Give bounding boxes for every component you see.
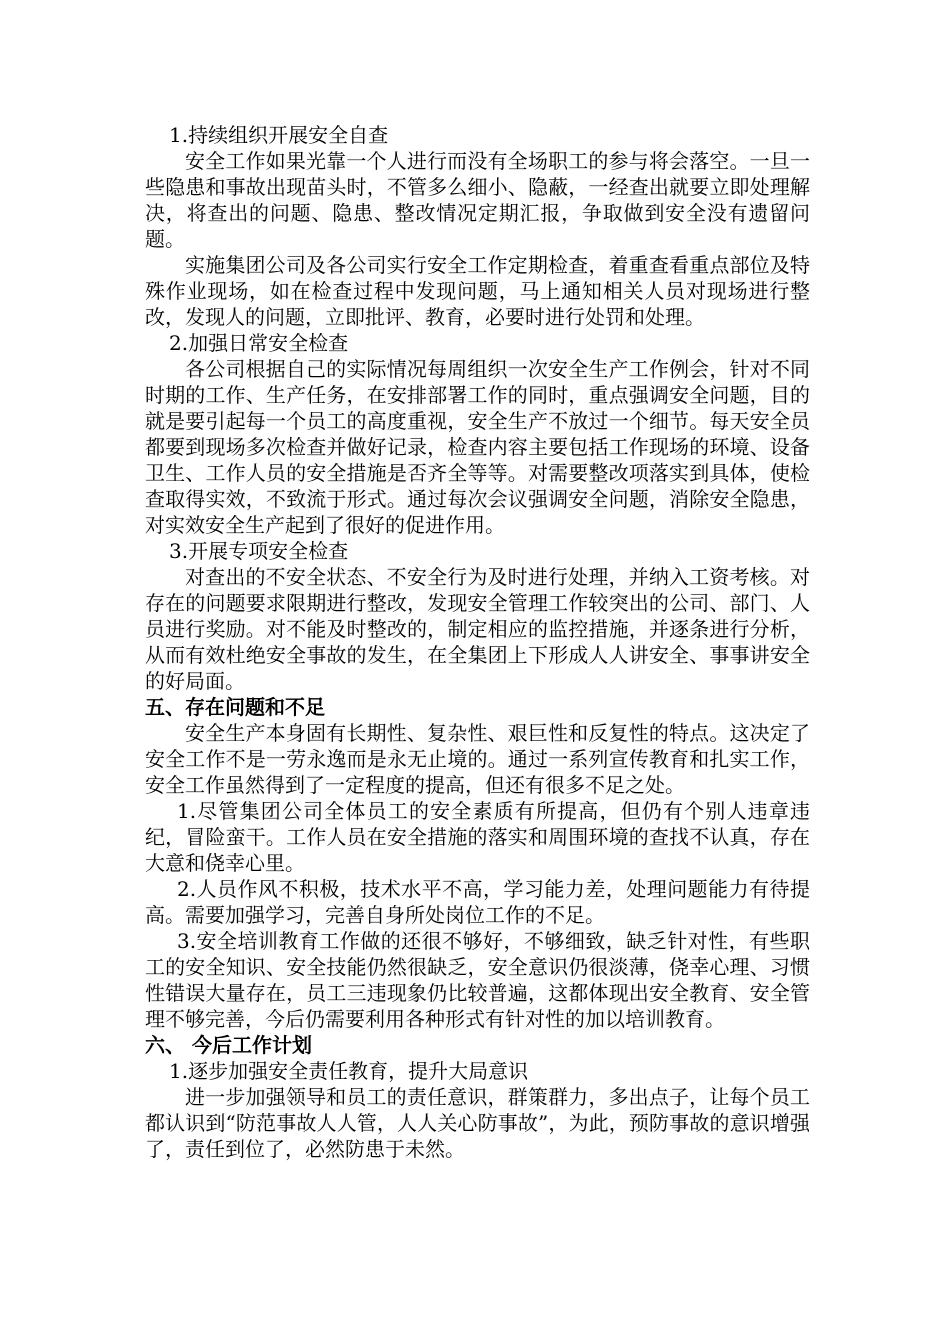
paragraph: 安全生产本身固有长期性、复杂性、艰巨性和反复性的特点。这决定了安全工作不是一劳永逸而是永无止境的。通过一系列宣传教育和扎实工作，安全工作虽然得到了一定程度的提高，但还有很多不足之处。 <box>145 721 810 797</box>
section-heading-plan: 六、 今后工作计划 <box>145 1033 312 1057</box>
subhead-self-inspection: 1.持续组织开展安全自查 <box>169 123 389 147</box>
paragraph: 安全工作如果光靠一个人进行而没有全场职工的参与将会落空。一旦一些隐患和事故出现苗头时，不管多么细小、隐蔽，一经查出就要立即处理解决，将查出的问题、隐患、整改情况定期汇报，争取做到安全没有遗留问题。 <box>145 149 810 251</box>
subhead-responsibility-education: 1.逐步加强安全责任教育，提升大局意识 <box>169 1059 529 1083</box>
section-heading-problems: 五、存在问题和不足 <box>145 695 325 719</box>
subhead-daily-inspection: 2.加强日常安全检查 <box>169 331 349 355</box>
subhead-special-inspection: 3.开展专项安全检查 <box>169 539 349 563</box>
document-page <box>145 122 810 1162</box>
list-paragraph: 2.人员作风不积极，技术水平不高，学习能力差，处理问题能力有待提高。需要加强学习，完善自身所处岗位工作的不足。 <box>145 877 810 927</box>
list-paragraph: 1.尽管集团公司全体员工的安全素质有所提高，但仍有个别人违章违纪，冒险蛮干。工作人员在安全措施的落实和周围环境的查找不认真，存在大意和侥幸心里。 <box>145 799 810 875</box>
paragraph: 各公司根据自己的实际情况每周组织一次安全生产工作例会，针对不同时期的工作、生产任务，在安排部署工作的同时，重点强调安全问题，目的就是要引起每一个员工的高度重视，安全生产不放过一个细节。每天安全员都要到现场多次检查并做好记录，检查内容主要包括工作现场的环境、设备卫生、工作人员的安全措施是否齐全等等。对需要整改项落实到具体，使检查取得实效，不致流于形式。通过每次会议强调安全问题，消除安全隐患，对实效安全生产起到了很好的促进作用。 <box>145 357 810 537</box>
paragraph: 进一步加强领导和员工的责任意识，群策群力，多出点子，让每个员工都认识到“防范事故人人管，人人关心防事故”，为此，预防事故的意识增强了，责任到位了，必然防患于未然。 <box>145 1085 810 1161</box>
paragraph: 实施集团公司及各公司实行安全工作定期检查，着重查看重点部位及特殊作业现场，如在检查过程中发现问题，马上通知相关人员对现场进行整改，发现人的问题，立即批评、教育，必要时进行处罚和处理。 <box>145 253 810 329</box>
list-paragraph: 3.安全培训教育工作做的还很不够好，不够细致，缺乏针对性，有些职工的安全知识、安全技能仍然很缺乏，安全意识仍很淡薄，侥幸心理、习惯性错误大量存在，员工三违现象仍比较普遍，这都体现出安全教育、安全管理不够完善，今后仍需要利用各种形式有针对性的加以培训教育。 <box>145 929 810 1031</box>
paragraph: 对查出的不安全状态、不安全行为及时进行处理，并纳入工资考核。对存在的问题要求限期进行整改，发现安全管理工作较突出的公司、部门、人员进行奖励。对不能及时整改的，制定相应的监控措施，并逐条进行分析，从而有效杜绝安全事故的发生，在全集团上下形成人人讲安全、事事讲安全的好局面。 <box>145 565 810 693</box>
